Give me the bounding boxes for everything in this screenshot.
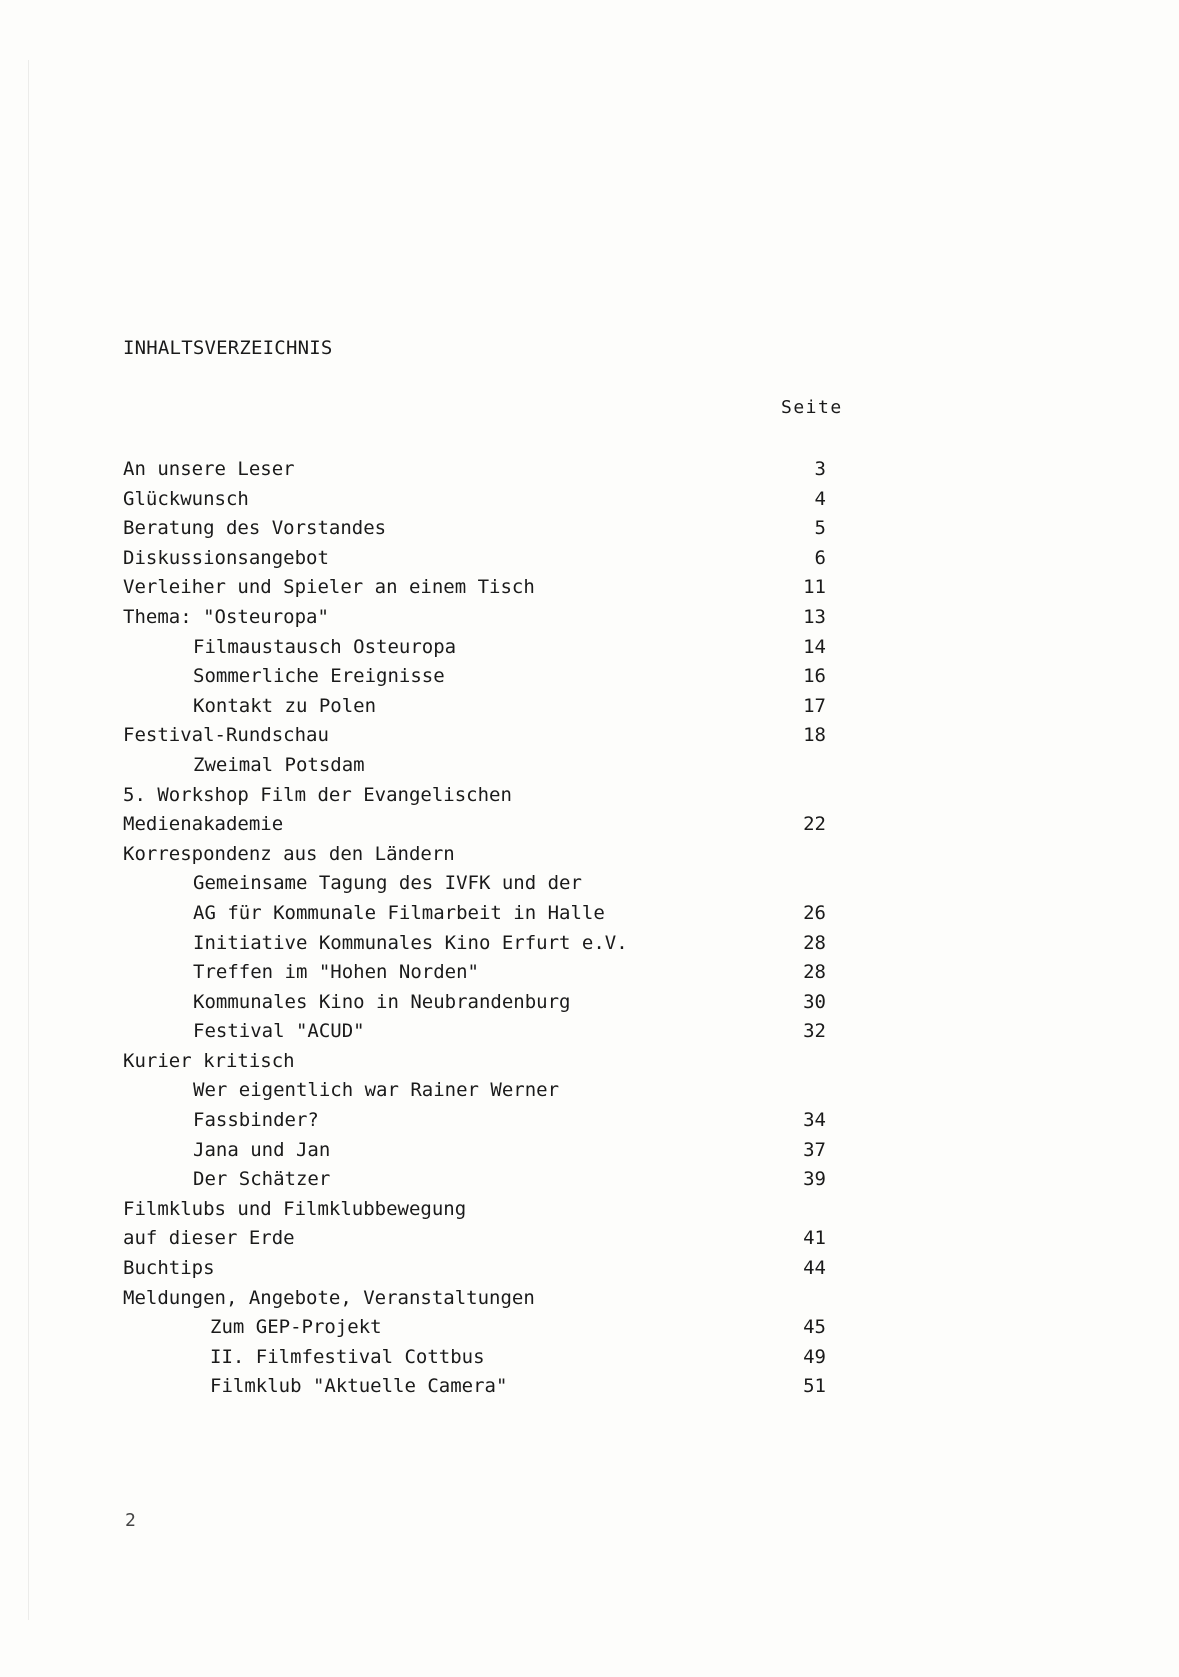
toc-entry-title: Diskussionsangebot	[123, 546, 329, 569]
toc-entry-page: 16	[803, 665, 826, 688]
toc-entry-title: Gemeinsame Tagung des IVFK und der	[193, 872, 582, 895]
toc-entry-page: 49	[803, 1345, 826, 1368]
toc-entry	[0, 840, 1179, 870]
toc-entry-title: Kurier kritisch	[123, 1049, 295, 1072]
toc-entry	[0, 988, 1179, 1018]
toc-entry	[0, 958, 1179, 988]
toc-entry-title: Meldungen, Angebote, Veranstaltungen	[123, 1286, 535, 1309]
toc-entry-title: Korrespondenz aus den Ländern	[123, 842, 455, 865]
toc-entry	[0, 455, 1179, 485]
toc-entry-page: 17	[803, 694, 826, 717]
toc-entry-title: Fassbinder?	[193, 1109, 319, 1132]
toc-entry-page: 34	[803, 1109, 826, 1132]
toc-entry-page: 22	[803, 813, 826, 836]
toc-entry	[0, 781, 1179, 811]
toc-entry	[0, 1136, 1179, 1166]
toc-entry-page: 39	[803, 1168, 826, 1191]
toc-entry-title: Thema: "Osteuropa"	[123, 605, 329, 628]
toc-entry-title: auf dieser Erde	[123, 1227, 295, 1250]
toc-entry	[0, 1047, 1179, 1077]
table-of-contents	[0, 455, 1179, 1402]
toc-entry	[0, 929, 1179, 959]
toc-entry-title: Festival-Rundschau	[123, 724, 329, 747]
toc-entry	[0, 1343, 1179, 1373]
toc-entry-title: II. Filmfestival Cottbus	[210, 1345, 485, 1368]
toc-entry-title: Beratung des Vorstandes	[123, 517, 387, 540]
toc-entry-page: 30	[803, 990, 826, 1013]
toc-entry-title: Zum GEP-Projekt	[210, 1316, 382, 1339]
toc-entry-title: An unsere Leser	[123, 458, 295, 480]
toc-entry-page: 45	[803, 1316, 826, 1339]
toc-heading: INHALTSVERZEICHNIS	[123, 337, 333, 359]
toc-entry	[0, 1254, 1179, 1284]
toc-entry-page: 14	[803, 635, 826, 658]
toc-entry	[0, 1284, 1179, 1314]
toc-entry-title: Filmklub "Aktuelle Camera"	[210, 1375, 508, 1398]
toc-entry	[0, 1017, 1179, 1047]
toc-entry	[0, 810, 1179, 840]
toc-entry-page: 26	[803, 901, 826, 924]
toc-entry-page: 11	[803, 576, 826, 599]
toc-entry-title: Jana und Jan	[193, 1138, 331, 1161]
toc-entry-title: Buchtips	[123, 1257, 215, 1280]
toc-entry	[0, 1195, 1179, 1225]
page-number: 2	[125, 1510, 136, 1531]
toc-entry-page: 6	[814, 546, 826, 569]
toc-entry-page: 41	[803, 1227, 826, 1250]
toc-entry	[0, 1224, 1179, 1254]
toc-entry-page: 32	[803, 1020, 826, 1043]
toc-entry	[0, 1372, 1179, 1402]
toc-entry-title: Festival "ACUD"	[193, 1020, 365, 1043]
toc-entry	[0, 692, 1179, 722]
toc-entry	[0, 1076, 1179, 1106]
toc-entry-title: Treffen im "Hohen Norden"	[193, 961, 479, 984]
toc-entry-title: Der Schätzer	[193, 1168, 331, 1191]
toc-entry	[0, 751, 1179, 781]
toc-entry-page: 28	[803, 961, 826, 984]
toc-entry-title: Sommerliche Ereignisse	[193, 665, 445, 688]
page-column-header: Seite	[781, 397, 843, 418]
toc-entry-page: 5	[814, 517, 826, 540]
toc-entry-page: 28	[803, 931, 826, 954]
toc-entry	[0, 662, 1179, 692]
toc-entry-title: Glückwunsch	[123, 487, 249, 510]
toc-entry-page: 13	[803, 605, 826, 628]
toc-entry-title: Medienakademie	[123, 813, 284, 836]
toc-entry	[0, 869, 1179, 899]
toc-entry-title: Filmklubs und Filmklubbewegung	[123, 1197, 467, 1220]
toc-entry-title: AG für Kommunale Filmarbeit in Halle	[193, 901, 605, 924]
toc-entry-title: Filmaustausch Osteuropa	[193, 635, 457, 658]
toc-entry-title: Zweimal Potsdam	[193, 753, 365, 776]
toc-entry	[0, 1313, 1179, 1343]
toc-entry	[0, 603, 1179, 633]
toc-entry-title: Kontakt zu Polen	[193, 694, 377, 717]
toc-entry-page: 4	[814, 487, 826, 510]
toc-entry	[0, 899, 1179, 929]
toc-entry	[0, 721, 1179, 751]
toc-entry-page: 44	[803, 1257, 826, 1280]
toc-entry-title: Kommunales Kino in Neubrandenburg	[193, 990, 571, 1013]
toc-entry-title: 5. Workshop Film der Evangelischen	[123, 783, 512, 806]
toc-entry	[0, 544, 1179, 574]
toc-entry	[0, 573, 1179, 603]
toc-entry	[0, 1106, 1179, 1136]
toc-entry-page: 37	[803, 1138, 826, 1161]
toc-entry-page: 18	[803, 724, 826, 747]
toc-entry	[0, 633, 1179, 663]
toc-entry-title: Verleiher und Spieler an einem Tisch	[123, 576, 535, 599]
toc-entry	[0, 514, 1179, 544]
toc-entry-page: 51	[803, 1375, 826, 1398]
toc-entry	[0, 1165, 1179, 1195]
toc-entry-page: 3	[814, 458, 826, 480]
toc-entry	[0, 485, 1179, 515]
toc-entry-title: Initiative Kommunales Kino Erfurt e.V.	[193, 931, 628, 954]
toc-entry-title: Wer eigentlich war Rainer Werner	[193, 1079, 560, 1102]
